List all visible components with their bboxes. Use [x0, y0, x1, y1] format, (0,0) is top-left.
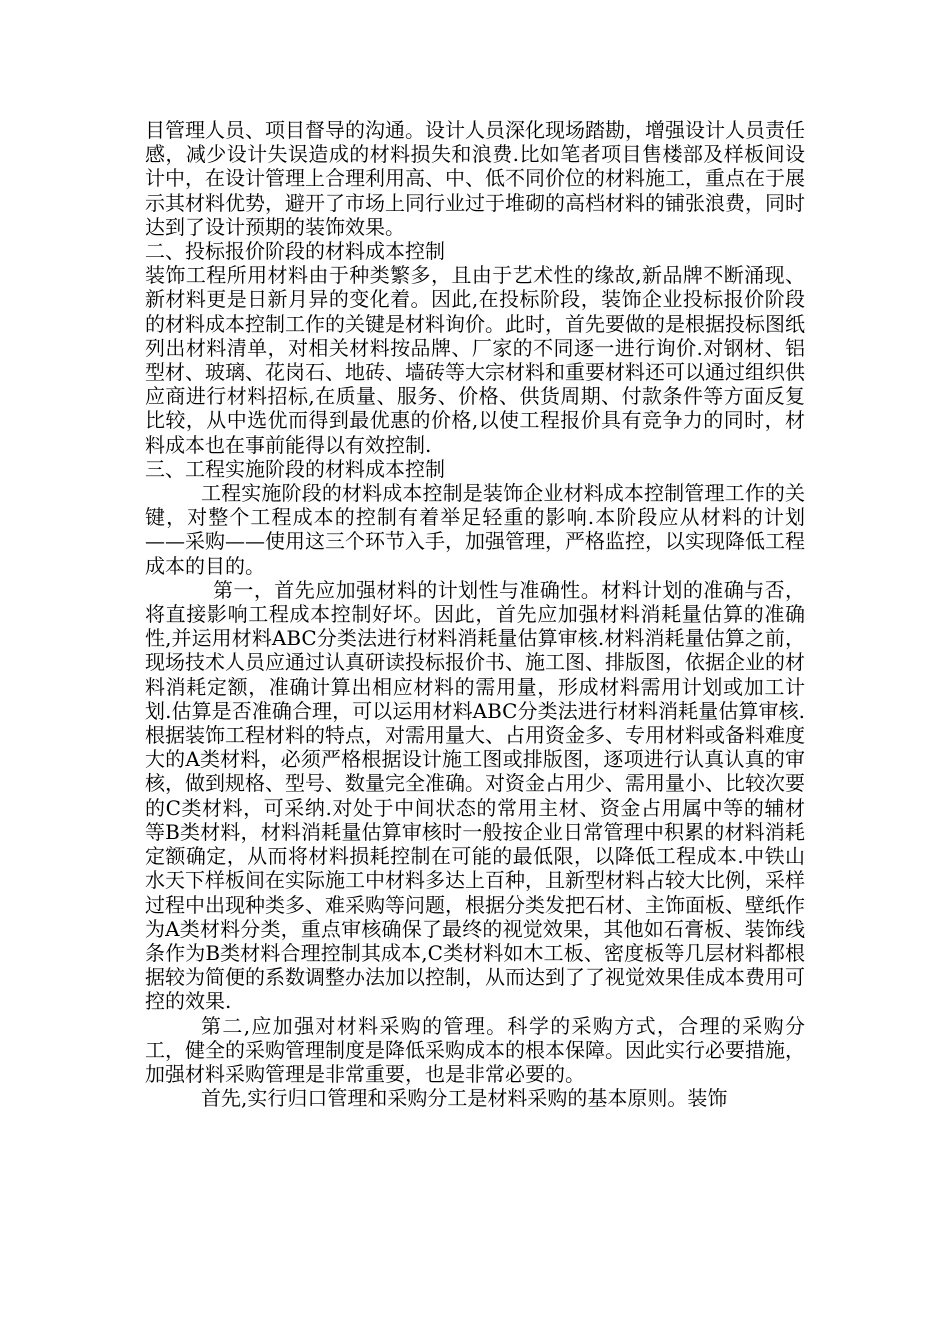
paragraph-third-point: 首先,实行归口管理和采购分工是材料采购的基本原则。装饰: [201, 1086, 728, 1111]
paragraph-intro: 目管理人员、项目督导的沟通。设计人员深化现场踏勘，增强设计人员责任感，减少设计失误造成的材料损失和浪费.比如笔者项目售楼部及样板间设计中，在设计管理上合理利用高、中、低不同价位的材料施工，重点在于展示其材料优势，避开了市场上同行业过于堆砌的高档材料的铺张浪费，同时达到了设计预期的装饰效果。: [145, 118, 805, 239]
document-body: [145, 118, 805, 1110]
paragraph-implementation: 工程实施阶段的材料成本控制是装饰企业材料成本控制管理工作的关键，对整个工程成本的控制有着举足轻重的影响.本阶段应从材料的计划——采购——使用这三个环节入手，加强管理，严格监控，以实现降低工程成本的目的。: [145, 481, 805, 578]
section-heading-implementation: 三、工程实施阶段的材料成本控制: [145, 456, 445, 481]
paragraph-first-point: 第一，首先应加强材料的计划性与准确性。材料计划的准确与否，将直接影响工程成本控制好坏。因此，首先应加强材料消耗量估算的准确性,并运用材料ABC分类法进行材料消耗量估算审核.材料消耗量估算之前，现场技术人员应通过认真研读投标报价书、施工图、排版图，依据企业的材料消耗定额，准确计算出相应材料的需用量，形成材料需用计划或加工计划.估算是否准确合理，可以运用材料ABC分类法进行材料消耗量估算审核.根据装饰工程材料的特点，对需用量大、占用资金多、专用材料或备料难度大的A类材料，必须严格根据设计施工图或排版图，逐项进行认真认真的审核，做到规格、型号、数量完全准确。对资金占用少、需用量小、比较次要的C类材料，可采纳.对处于中间状态的常用主材、资金占用属中等的辅材等B类材料，材料消耗量估算审核时一般按企业日常管理中积累的材料消耗定额确定，从而将材料损耗控制在可能的最低限，以降低工程成本.中铁山水天下样板间在实际施工中材料多达上百种，且新型材料占较大比例，采样过程中出现种类多、难采购等问题，根据分类发把石材、主饰面板、壁纸作为A类材料分类，重点审核确保了最终的视觉效果，其他如石膏板、装饰线条作为B类材料合理控制其成本,C类材料如木工板、密度板等几层材料都根据较为简便的系数调整办法加以控制，从而达到了了视觉效果佳成本费用可控的效果.: [145, 577, 805, 1014]
paragraph-bidding: 装饰工程所用材料由于种类繁多，且由于艺术性的缘故,新品牌不断涌现、新材料更是日新月异的变化着。因此,在投标阶段，装饰企业投标报价阶段的材料成本控制工作的关键是材料询价。此时，首先要做的是根据投标图纸列出材料清单，对相关材料按品牌、厂家的不同逐一进行询价.对钢材、铝型材、玻璃、花岗石、地砖、墙砖等大宗材料和重要材料还可以通过组织供应商进行材料招标,在质量、服务、价格、供货周期、付款条件等方面反复比较，从中选优而得到最优惠的价格,以使工程报价具有竞争力的同时，材料成本也在事前能得以有效控制.: [145, 263, 805, 457]
paragraph-second-point: 第二,应加强对材料采购的管理。科学的采购方式，合理的采购分工，健全的采购管理制度是降低采购成本的根本保障。因此实行必要措施，加强材料采购管理是非常重要，也是非常必要的。: [145, 1013, 805, 1086]
section-heading-bidding: 二、投标报价阶段的材料成本控制: [145, 239, 445, 264]
